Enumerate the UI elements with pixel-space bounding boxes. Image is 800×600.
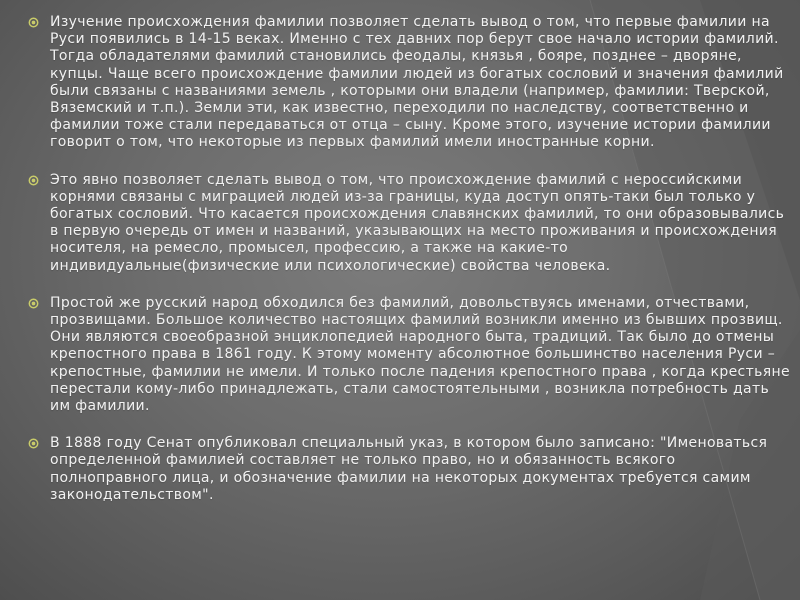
- bullet-item: [26, 14, 794, 152]
- bullet-item: [26, 172, 794, 275]
- circle-bullet-icon: [28, 17, 39, 28]
- bullet-text: В 1888 году Сенат опубликовал специальный указ, в котором было записано: "Именоваться определенной фамилией составляет не только право, но и обязанность всякого полноправного лица, и обозначение фамилии на некоторых документах требуется самим законодательством".: [50, 435, 768, 503]
- bullet-list: [26, 14, 794, 504]
- bullet-text: Это явно позволяет сделать вывод о том, что происхождение фамилий с нероссийскими корнями связаны с миграцией людей из-за границы, куда доступ опять-таки был только у богатых сословий. Что касается происхождения славянских фамилий, то они образовывались в первую очередь от имен и названий, указывающих на место проживания и происхождения носителя, на ремесло, промысел, профессию, а также на какие-то индивидуальные(физические или психологические) свойства человека.: [50, 171, 785, 274]
- bullet-text: Простой же русский народ обходился без фамилий, довольствуясь именами, отчествами, прозвищами. Большое количество настоящих фамилий возникли именно из бывших прозвищ. Они являются своеобразной энциклопедией народного быта, традиций. Так было до отмены крепостного права в 1861 году. К этому моменту абсолютное большинство населения Руси – крепостные, фамилии не имели. И только после падения крепостного права , когда крестьяне перестали кому-либо принадлежать, стали самостоятельными , возникла потребность дать им фамилии.: [50, 294, 790, 415]
- circle-bullet-icon: [28, 298, 39, 309]
- bullet-item: [26, 435, 794, 504]
- circle-bullet-icon: [28, 438, 39, 449]
- bullet-item: [26, 295, 794, 415]
- circle-bullet-icon: [28, 175, 39, 186]
- bullet-text: Изучение происхождения фамилии позволяет сделать вывод о том, что первые фамилии на Руси появились в 14-15 веках. Именно с тех давних пор берут свое начало истории фамилий. Тогда обладателями фамилий становились феодалы, князья , бояре, позднее – дворяне, купцы. Чаще всего происхождение фамилии людей из богатых сословий и значения фамилий были связаны с названиями земель , которыми они владели (например, фамилии: Тверской, Вяземский и т.п.). Земли эти, как известно, переходили по наследству, соответственно и фамилии тоже стали передаваться от отца – сыну. Кроме этого, изучение истории фамилии говорит о том, что некоторые из первых фамилий имели иностранные корни.: [50, 14, 784, 151]
